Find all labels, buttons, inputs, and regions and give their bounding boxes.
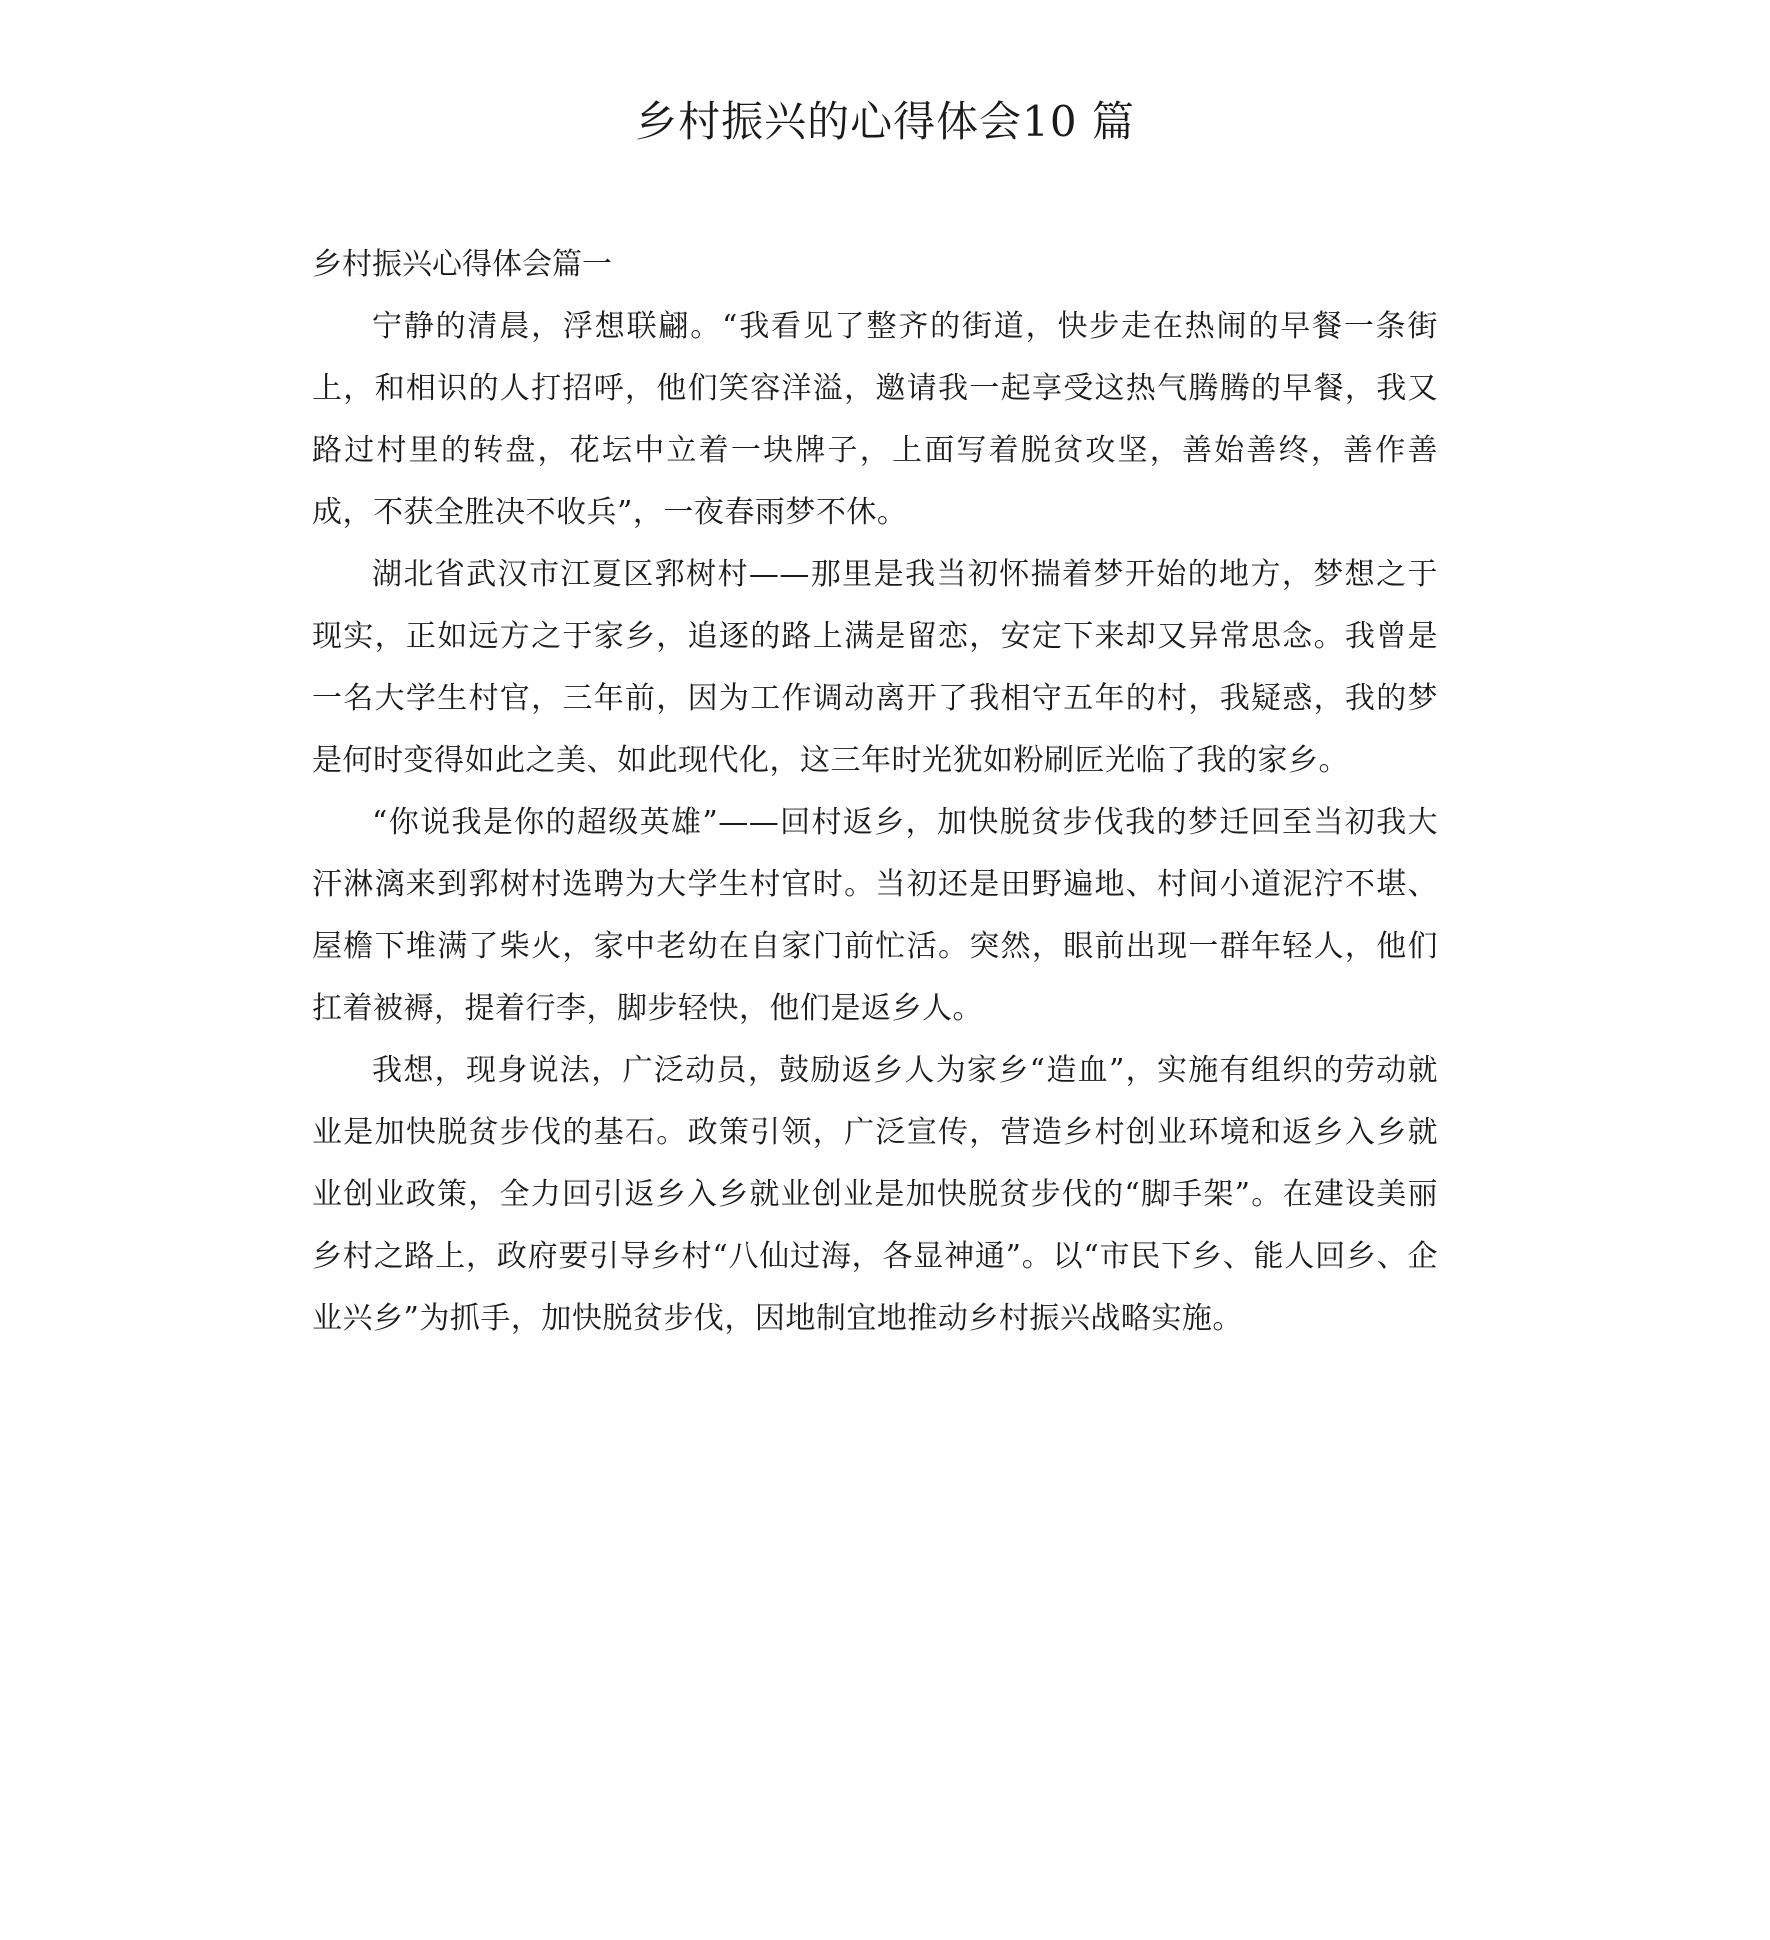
section-heading: 乡村振兴心得体会篇一 — [312, 247, 612, 282]
paragraph-3: “你说我是你的超级英雄”——回村返乡，加快脱贫步伐我的梦迁回至当初我大汗淋漓来到郛树村选聘为大学生村官时。当初还是田野遍地、村间小道泥泞不堪、屋檐下堆满了柴火，家中老幼在自家门前忙活。突然，眼前出现一群年轻人，他们扛着被褥，提着行李，脚步轻快，他们是返乡人。 — [312, 805, 1438, 1026]
paragraph-2: 湖北省武汉市江夏区郛树村——那里是我当初怀揣着梦开始的地方，梦想之于现实，正如远方之于家乡，追逐的路上满是留恋，安定下来却又异常思念。我曾是一名大学生村官，三年前，因为工作调动离开了我相守五年的村，我疑惑，我的梦是何时变得如此之美、如此现代化，这三年时光犹如粉刷匠光临了我的家乡。 — [312, 557, 1438, 778]
document-body — [312, 234, 1438, 1350]
document-title: 乡村振兴的心得体会10 篇 — [635, 97, 1135, 146]
paragraph-4: 我想，现身说法，广泛动员，鼓励返乡人为家乡“造血”，实施有组织的劳动就业是加快脱贫步伐的基石。政策引领，广泛宣传，营造乡村创业环境和返乡入乡就业创业政策，全力回引返乡入乡就业创业是加快脱贫步伐的“脚手架”。在建设美丽乡村之路上，政府要引导乡村“八仙过海，各显神通”。以“市民下乡、能人回乡、企业兴乡”为抓手，加快脱贫步伐，因地制宜地推动乡村振兴战略实施。 — [312, 1053, 1438, 1336]
paragraph-1: 宁静的清晨，浮想联翩。“我看见了整齐的街道，快步走在热闹的早餐一条街上，和相识的人打招呼，他们笑容洋溢，邀请我一起享受这热气腾腾的早餐，我又路过村里的转盘，花坛中立着一块牌子，上面写着脱贫攻坚，善始善终，善作善成，不获全胜决不收兵”，一夜春雨梦不休。 — [312, 309, 1438, 530]
